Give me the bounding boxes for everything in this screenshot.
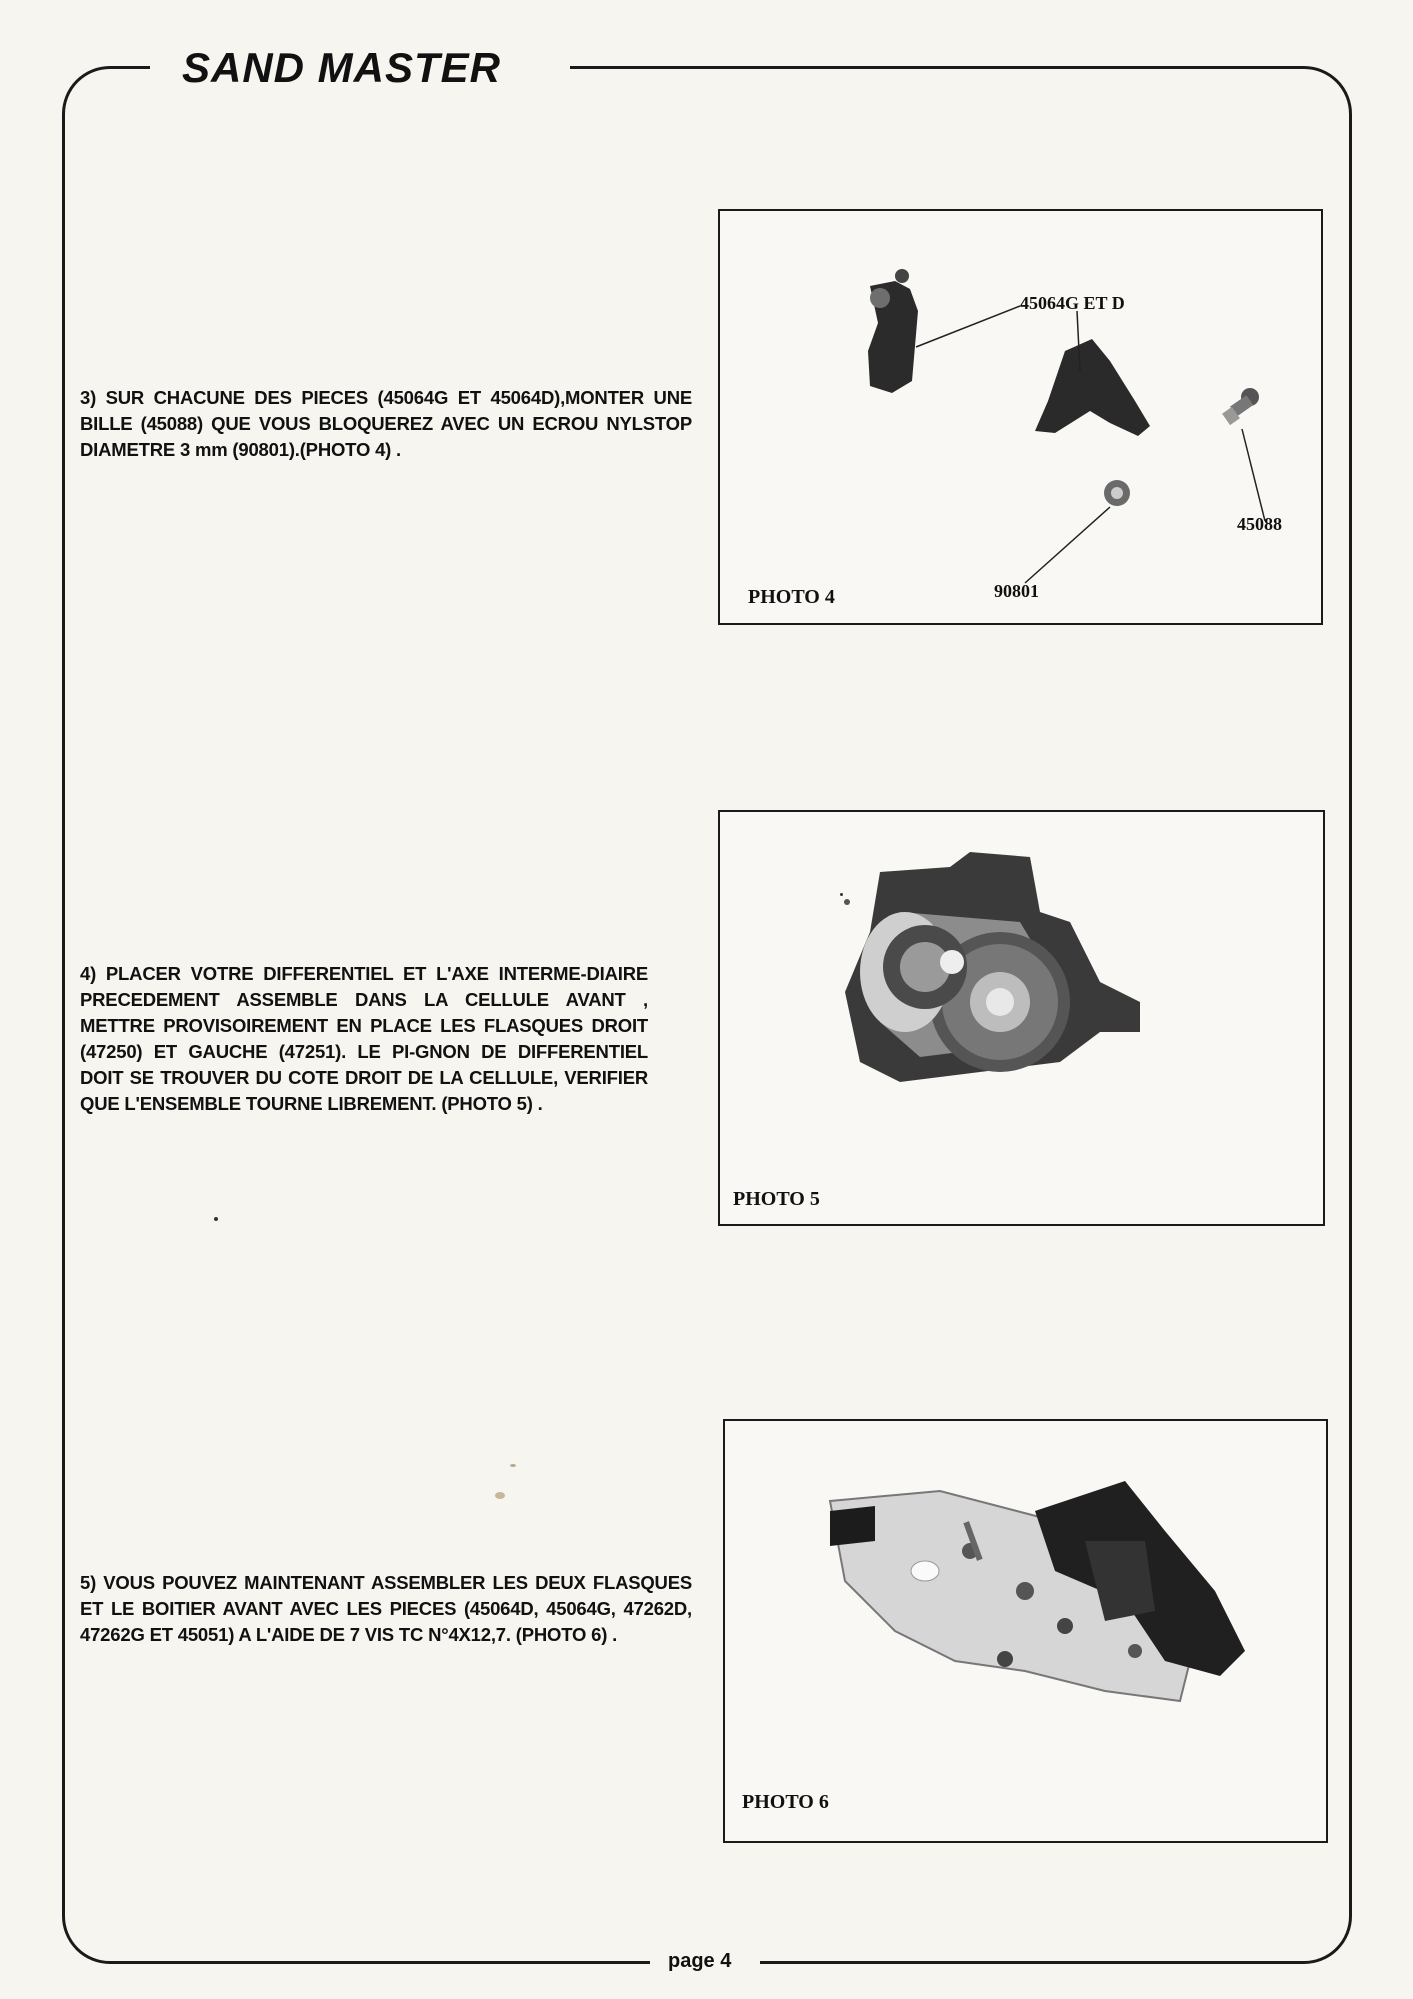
- step-5-text: 5) VOUS POUVEZ MAINTENANT ASSEMBLER LES DEUX FLASQUES ET LE BOITIER AVANT AVEC LES PIECES (45064D, 45064G, 47262D, 47262G ET 45051) A L'AIDE DE 7 VIS TC N°4X12,7. (PHOTO 6) .: [80, 1572, 692, 1645]
- callout-45088: 45088: [1237, 514, 1282, 534]
- photo-4-illustration: [720, 211, 1325, 627]
- scan-speck: [495, 1492, 505, 1499]
- photo-5: [718, 810, 1325, 1226]
- photo-5-illustration: [720, 812, 1327, 1228]
- step-3-text: 3) SUR CHACUNE DES PIECES (45064G ET 45064D),MONTER UNE BILLE (45088) QUE VOUS BLOQUEREZ AVEC UN ECROU NYLSTOP DIAMETRE 3 mm (90801).(PHOTO 4) .: [80, 387, 692, 460]
- callout-45064g: 45064G ET D: [1020, 293, 1125, 313]
- photo-4-label: PHOTO 4: [748, 586, 835, 608]
- callout-90801: 90801: [994, 581, 1039, 601]
- step-4-text: 4) PLACER VOTRE DIFFERENTIEL ET L'AXE INTERME-DIAIRE PRECEDEMENT ASSEMBLE DANS LA CELLULE AVANT , METTRE PROVISOIREMENT EN PLACE LES FLASQUES DROIT (47250) ET GAUCHE (47251). LE PI-GNON DE DIFFERENTIEL DOIT SE TROUVER DU COTE DROIT DE LA CELLULE, VERIFIER QUE L'ENSEMBLE TOURNE LIBREMENT. (PHOTO 5) .: [80, 963, 648, 1114]
- scan-speck: [840, 893, 843, 896]
- photo-6-illustration: [725, 1421, 1330, 1845]
- scan-speck: [510, 1464, 516, 1467]
- page-title: SAND MASTER: [182, 44, 502, 91]
- photo-5-label: PHOTO 5: [733, 1188, 820, 1210]
- photo-6: [723, 1419, 1328, 1843]
- scan-speck: [214, 1217, 218, 1221]
- photo-6-label: PHOTO 6: [742, 1791, 829, 1813]
- photo-4: [718, 209, 1323, 625]
- page-number: page 4: [668, 1950, 732, 1972]
